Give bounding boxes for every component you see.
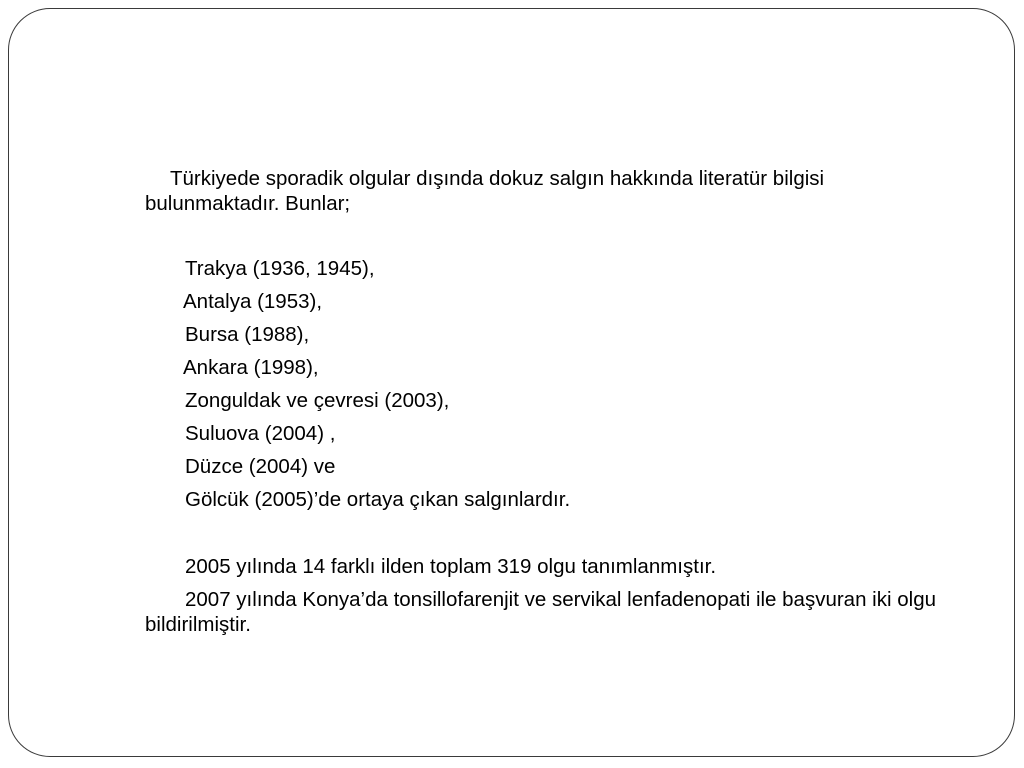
list-item: Antalya (1953),: [183, 290, 323, 313]
list-item: Bursa (1988),: [185, 323, 310, 346]
list-item: Suluova (2004) ,: [185, 422, 336, 445]
list-item: Ankara (1998),: [183, 356, 319, 379]
list-item: Zonguldak ve çevresi (2003),: [185, 389, 450, 412]
list-item: Gölcük (2005)’de ortaya çıkan salgınlardır.: [185, 488, 571, 511]
list-item: Düzce (2004) ve: [185, 455, 336, 478]
paragraph-2007: 2007 yılında Konya’da tonsillofarenjit ve servikal lenfadenopati ile başvuran iki olgu bildirilmiştir.: [145, 588, 936, 636]
intro-paragraph: Türkiyede sporadik olgular dışında dokuz salgın hakkında literatür bilgisi bulunmaktadır. Bunlar;: [145, 167, 825, 215]
outbreak-list: [185, 256, 570, 520]
paragraph-2005: 2005 yılında 14 farklı ilden toplam 319 olgu tanımlanmıştır.: [185, 555, 717, 578]
list-item: Trakya (1936, 1945),: [185, 257, 375, 280]
